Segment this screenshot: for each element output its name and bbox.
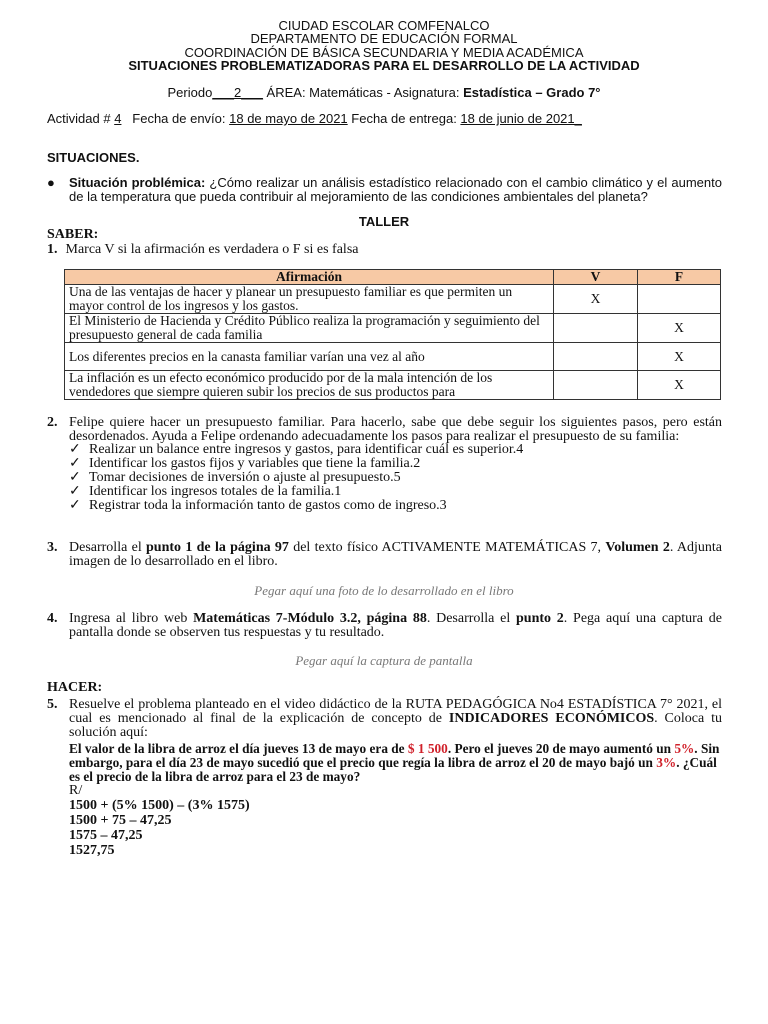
q4-text: . Desarrolla el bbox=[426, 611, 517, 626]
v-cell[interactable] bbox=[554, 371, 638, 400]
statement: Los diferentes precios en la canasta familiar varían una vez al año bbox=[65, 343, 554, 371]
steps-list bbox=[69, 443, 722, 513]
question-2 bbox=[47, 415, 722, 513]
f-cell[interactable]: X bbox=[638, 371, 721, 400]
check-icon: ✓ bbox=[69, 470, 81, 485]
q2-text: Felipe quiere hacer un presupuesto familiar. Para hacerlo, sabe que debe seguir los siguientes pasos, pero están desordenados. Ayuda a Felipe ordenando adecuadamente los pasos para realizar el presupuesto de su familia: bbox=[69, 415, 722, 444]
saber-title: SABER: bbox=[47, 227, 99, 242]
problem-statement bbox=[69, 742, 722, 785]
q4-bold: punto 2 bbox=[516, 611, 564, 626]
step-text: Identificar los gastos fijos y variables que tiene la familia.2 bbox=[89, 456, 421, 471]
bullet-icon: ● bbox=[47, 175, 55, 190]
list-item bbox=[69, 499, 722, 513]
q5-num: 5. bbox=[47, 697, 58, 712]
list-item bbox=[69, 485, 722, 499]
hacer-title: HACER: bbox=[47, 680, 103, 695]
department: DEPARTAMENTO DE EDUCACIÓN FORMAL bbox=[250, 31, 518, 47]
list-item bbox=[69, 471, 722, 485]
statement: La inflación es un efecto económico producido por de la mala intención de los vendedores que siempre quieren subir los precios de sus productos para bbox=[65, 371, 554, 400]
actividad-number: 4 bbox=[114, 111, 122, 126]
area-label: ÁREA: Matemáticas - Asignatura: bbox=[262, 85, 464, 100]
statement: El Ministerio de Hacienda y Crédito Público realiza la programación y seguimiento del presupuesto general de cada familia bbox=[65, 314, 554, 343]
periodo-value: ___2___ bbox=[212, 85, 263, 100]
table-row bbox=[65, 314, 721, 343]
step-text: Identificar los ingresos totales de la familia.1 bbox=[89, 484, 342, 499]
vf-table bbox=[64, 269, 721, 400]
coordination: COORDINACIÓN DE BÁSICA SECUNDARIA Y MEDIA ACADÉMICA bbox=[184, 44, 584, 60]
periodo-label: Periodo bbox=[167, 85, 213, 100]
solution-steps bbox=[69, 798, 722, 858]
situacion-problemica bbox=[47, 175, 722, 204]
entrega-label: Fecha de entrega: bbox=[347, 111, 461, 126]
q5-bold: INDICADORES ECONÓMICOS bbox=[448, 711, 655, 727]
v-cell[interactable]: X bbox=[554, 285, 638, 314]
document-header bbox=[0, 19, 768, 72]
problem-text: El valor de la libra de arroz el día jueves 13 de mayo era de bbox=[69, 740, 408, 756]
q3-bold: punto 1 de la página 97 bbox=[146, 540, 289, 555]
list-item bbox=[69, 443, 722, 457]
periodo-line bbox=[0, 85, 768, 100]
check-icon: ✓ bbox=[69, 456, 81, 471]
solution-step: 1500 + (5% 1500) – (3% 1575) bbox=[69, 798, 250, 814]
f-cell[interactable]: X bbox=[638, 314, 721, 343]
q4-text: . Pega aquí una captura de pantalla donde se observen tus respuestas y tu resultado. bbox=[69, 611, 722, 640]
answer-label: R/ bbox=[69, 783, 83, 799]
f-cell[interactable]: X bbox=[638, 343, 721, 371]
q2-num: 2. bbox=[47, 415, 58, 430]
q3-bold: Volumen 2 bbox=[605, 540, 670, 555]
v-cell[interactable] bbox=[554, 343, 638, 371]
header-v: V bbox=[554, 270, 638, 285]
situacion-text: ¿Cómo realizar un análisis estadístico relacionado con el cambio climático y el aumento de la temperatura que pueda contribuir al mejoramiento de las condiciones ambientales del planeta? bbox=[69, 175, 722, 204]
table-row bbox=[65, 285, 721, 314]
q3-text: Desarrolla el bbox=[69, 540, 147, 555]
problem-text: . ¿Cuál es el precio de la libra de arroz para el 23 de mayo? bbox=[69, 754, 717, 785]
envio-label: Fecha de envío: bbox=[121, 111, 230, 126]
table-row bbox=[65, 343, 721, 371]
header-f: F bbox=[638, 270, 721, 285]
q4-text: Ingresa al libro web bbox=[69, 611, 194, 626]
problem-text: . Sin embargo, para el día 23 de mayo sucedió que el precio que regía la libra de arroz el 20 de mayo bajó un bbox=[69, 740, 720, 770]
entrega-date: 18 de junio de 2021_ bbox=[460, 111, 582, 126]
check-icon: ✓ bbox=[69, 442, 81, 457]
step-text: Realizar un balance entre ingresos y gastos, para identificar cuál es superior.4 bbox=[89, 442, 524, 457]
q3-text: . Adjunta imagen de lo desarrollado en el libro. bbox=[69, 540, 722, 569]
photo-placeholder[interactable]: Pegar aquí una foto de lo desarrollado en el libro bbox=[254, 583, 514, 598]
check-icon: ✓ bbox=[69, 498, 81, 513]
q4-bold: Matemáticas 7-Módulo 3.2, página 88 bbox=[193, 611, 427, 626]
envio-date: 18 de mayo de 2021 bbox=[229, 111, 348, 126]
statement: Una de las ventajas de hacer y planear un presupuesto familiar es que permiten un mayor control de los ingresos y los gastos. bbox=[65, 285, 554, 314]
solution-step: 1527,75 bbox=[69, 843, 115, 859]
q3-text: del texto físico ACTIVAMENTE MATEMÁTICAS 7, bbox=[288, 540, 606, 555]
f-cell[interactable] bbox=[638, 285, 721, 314]
percent-highlight: 5% bbox=[674, 740, 695, 756]
solution-step: 1575 – 47,25 bbox=[69, 828, 143, 844]
table-row bbox=[65, 371, 721, 400]
q5-text: Resuelve el problema planteado en el video didáctico de la RUTA PEDAGÓGICA No4 ESTADÍSTICA 7° 2021, el cual es mencionado al final de la explicación de concepto de bbox=[69, 697, 722, 727]
q1-num: 1. bbox=[47, 242, 58, 257]
step-text: Tomar decisiones de inversión o ajuste al presupuesto.5 bbox=[89, 470, 401, 485]
q5-prompt bbox=[69, 698, 722, 741]
header-afirmacion: Afirmación bbox=[65, 270, 554, 285]
q5-text: . Coloca tu solución aquí: bbox=[69, 711, 723, 741]
q1-text: Marca V si la afirmación es verdadera o F si es falsa bbox=[65, 242, 359, 257]
solution-step: 1500 + 75 – 47,25 bbox=[69, 813, 172, 829]
check-icon: ✓ bbox=[69, 484, 81, 499]
step-text: Registrar toda la información tanto de gastos como de ingreso.3 bbox=[89, 498, 447, 513]
list-item bbox=[69, 457, 722, 471]
screenshot-placeholder[interactable]: Pegar aquí la captura de pantalla bbox=[295, 653, 473, 668]
q4-num: 4. bbox=[47, 611, 58, 626]
price-highlight: $ 1 500 bbox=[407, 740, 448, 756]
question-4 bbox=[47, 611, 722, 640]
school-name: CIUDAD ESCOLAR COMFENALCO bbox=[278, 18, 490, 33]
actividad-line bbox=[47, 111, 582, 126]
situaciones-title: SITUACIONES. bbox=[47, 150, 140, 165]
doc-title: SITUACIONES PROBLEMATIZADORAS PARA EL DESARROLLO DE LA ACTIVIDAD bbox=[128, 57, 640, 73]
actividad-label: Actividad # bbox=[47, 111, 115, 126]
question-3 bbox=[47, 540, 722, 569]
taller-title: TALLER bbox=[358, 214, 410, 229]
asignatura: Estadística – Grado 7° bbox=[463, 85, 601, 100]
question-1 bbox=[47, 242, 359, 258]
problem-text: . Pero el jueves 20 de mayo aumentó un bbox=[447, 740, 675, 756]
percent-highlight: 3% bbox=[656, 754, 677, 770]
q3-num: 3. bbox=[47, 540, 58, 555]
question-5 bbox=[47, 697, 723, 859]
situacion-label: Situación problémica: bbox=[69, 175, 206, 190]
v-cell[interactable] bbox=[554, 314, 638, 343]
